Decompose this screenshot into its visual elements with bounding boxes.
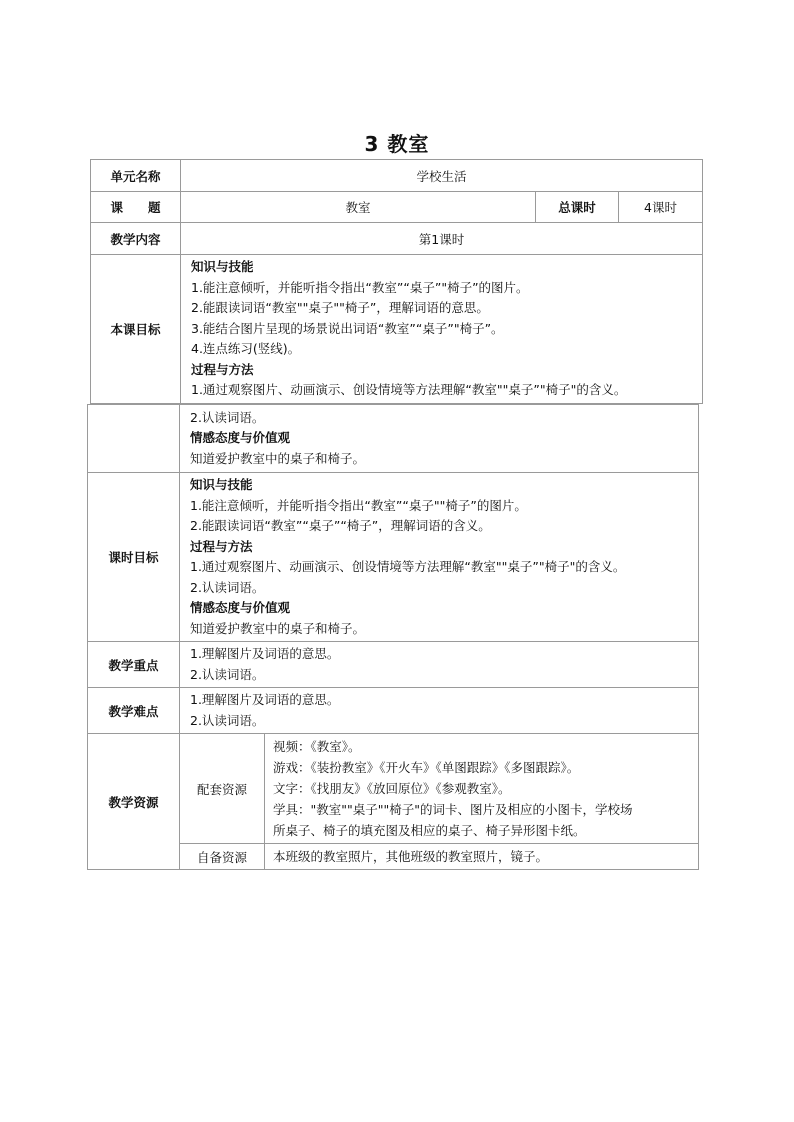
objectives-row — [91, 255, 703, 404]
content-row — [91, 223, 703, 255]
continued-content — [180, 405, 699, 473]
unit-value: 学校生活 — [181, 160, 703, 192]
resources-label: 教学资源 — [88, 734, 180, 870]
continued-item: 知道爱护教室中的桌子和椅子。 — [190, 450, 366, 466]
supporting-resources-content — [265, 734, 699, 844]
lesson-detail-table — [87, 404, 699, 870]
lesson-goals-content — [180, 473, 699, 642]
lesson-goals-heading-process: 过程与方法 — [190, 538, 253, 554]
difficulties-label: 教学难点 — [88, 688, 180, 734]
unit-label: 单元名称 — [91, 160, 181, 192]
continued-item: 2.认读词语。 — [190, 409, 265, 425]
difficulties-row — [88, 688, 699, 734]
self-resources-label: 自备资源 — [180, 844, 265, 870]
continued-row — [88, 405, 699, 473]
key-points-row — [88, 642, 699, 688]
supporting-resources-item: 视频：《教室》。 — [273, 739, 361, 754]
lesson-goals-item: 2.能跟读词语“教室”“桌子”“椅子”，理解词语的含义。 — [190, 518, 491, 533]
lesson-info-table — [90, 159, 703, 404]
key-points-label: 教学重点 — [88, 642, 180, 688]
supporting-resources-label: 配套资源 — [180, 734, 265, 844]
objectives-item: 2.能跟读词语“教室""桌子""椅子”，理解词语的意思。 — [191, 300, 489, 315]
lesson-goals-row — [88, 473, 699, 642]
topic-label: 课 题 — [91, 192, 181, 223]
lesson-goals-heading-knowledge: 知识与技能 — [190, 477, 253, 492]
difficulties-item: 1.理解图片及词语的意思。 — [190, 692, 340, 707]
key-points-item: 2.认读词语。 — [190, 666, 265, 682]
total-hours-value: 4课时 — [619, 192, 703, 223]
supporting-resources-item: 游戏：《装扮教室》《开火车》《单图跟踪》《多图跟踪》。 — [273, 760, 580, 775]
lesson-goals-label: 课时目标 — [88, 473, 180, 642]
supporting-resources-item: 文字：《找朋友》《放回原位》《参观教室》。 — [273, 781, 511, 796]
objectives-content — [181, 255, 703, 404]
objectives-item: 3.能结合图片呈现的场景说出词语“教室”“桌子”"椅子”。 — [191, 320, 504, 336]
self-resources-row — [88, 844, 699, 870]
lesson-goals-item: 1.通过观察图片、动画演示、创设情境等方法理解“教室""桌子”"椅子"的含义。 — [190, 559, 626, 574]
content-label: 教学内容 — [91, 223, 181, 255]
total-hours-label: 总课时 — [536, 192, 619, 223]
lesson-goals-item: 2.认读词语。 — [190, 579, 265, 595]
page-title: 3 教室 — [364, 132, 430, 156]
unit-row — [91, 160, 703, 192]
objectives-heading-knowledge: 知识与技能 — [191, 259, 254, 274]
lesson-goals-heading-attitude: 情感态度与价值观 — [190, 600, 291, 615]
supporting-resources-item: 学具："教室""桌子""椅子"的词卡、图片及相应的小图卡，学校场 — [273, 802, 633, 817]
lesson-goals-item: 1.能注意倾听，并能听指令指出“教室”“桌子""椅子”的图片。 — [190, 497, 527, 513]
self-resources-value: 本班级的教室照片，其他班级的教室照片，镜子。 — [265, 844, 699, 870]
topic-value: 教室 — [181, 192, 536, 223]
key-points-item: 1.理解图片及词语的意思。 — [190, 646, 340, 661]
content-value: 第1课时 — [181, 223, 703, 255]
lesson-goals-item: 知道爱护教室中的桌子和椅子。 — [190, 620, 366, 636]
objectives-item: 1.能注意倾听，并能听指令指出“教室”“桌子”"椅子”的图片。 — [191, 279, 529, 295]
key-points-content — [180, 642, 699, 688]
continued-label-empty — [88, 405, 180, 473]
difficulties-content — [180, 688, 699, 734]
continued-heading-attitude: 情感态度与价值观 — [190, 430, 291, 446]
objectives-label: 本课目标 — [91, 255, 181, 404]
topic-row — [91, 192, 703, 223]
objectives-item: 1.通过观察图片、动画演示、创设情境等方法理解“教室""桌子”"椅子"的含义。 — [191, 382, 627, 397]
supporting-resources-item: 所桌子、椅子的填充图及相应的桌子、椅子异形图卡纸。 — [273, 823, 586, 838]
supporting-resources-row — [88, 734, 699, 844]
difficulties-item: 2.认读词语。 — [190, 712, 265, 728]
objectives-item: 4.连点练习(竖线)。 — [191, 341, 301, 356]
objectives-heading-process: 过程与方法 — [191, 361, 254, 377]
